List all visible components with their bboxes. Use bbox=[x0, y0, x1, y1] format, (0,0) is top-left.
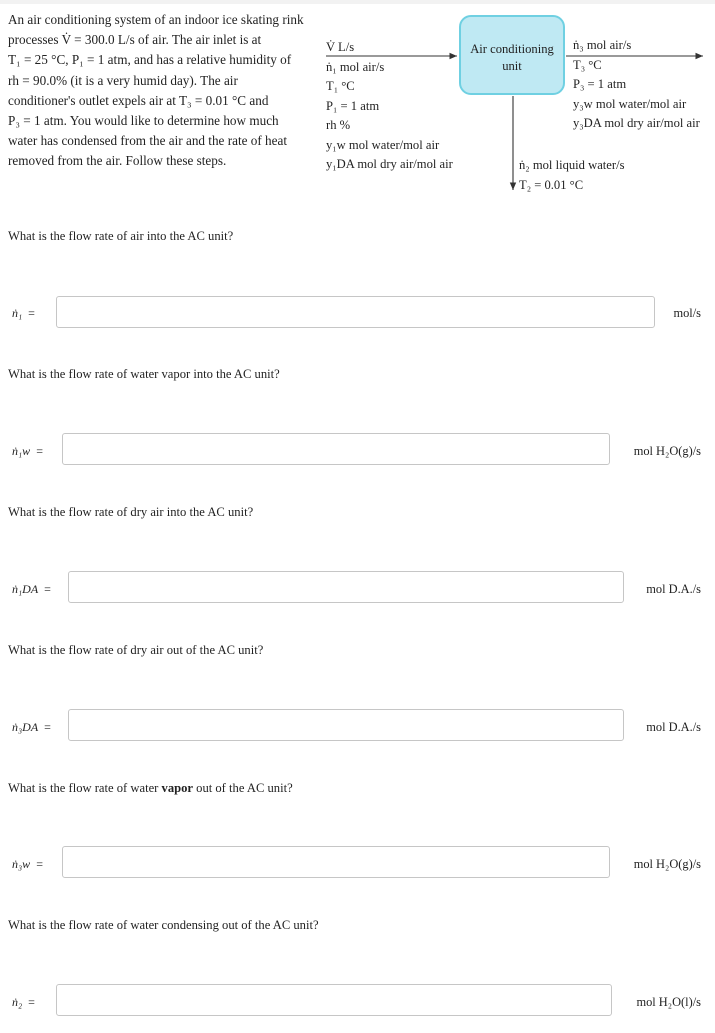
problem-line: conditioner's outlet expels air at T₃ = 0.01 °C and bbox=[8, 92, 269, 108]
question-dry-air-out: What is the flow rate of dry air out of the AC unit? bbox=[8, 643, 264, 657]
outlet-label: y₃w mol water/mol air bbox=[573, 96, 687, 111]
problem-line: T₁ = 25 °C, P₁ = 1 atm, and has a relative humidity of bbox=[8, 52, 292, 68]
unit-label: mol H₂O(g)/s bbox=[633, 444, 701, 458]
answer-input-n3w[interactable] bbox=[62, 846, 610, 878]
inlet-label: y₁w mol water/mol air bbox=[326, 137, 440, 152]
ac-unit-box bbox=[459, 15, 565, 95]
equals-sign: = bbox=[44, 582, 51, 596]
unit-label: mol H₂O(g)/s bbox=[633, 857, 701, 871]
question-condensing-water: What is the flow rate of water condensing out of the AC unit? bbox=[8, 918, 319, 932]
condensate-label: ṅ₂ mol liquid water/s bbox=[519, 158, 625, 172]
outlet-stream-labels bbox=[573, 36, 700, 134]
variable-label bbox=[12, 306, 35, 321]
variable-label bbox=[12, 720, 51, 735]
question-text: What is the flow rate of water bbox=[8, 781, 162, 795]
question-bold-word: vapor bbox=[161, 781, 193, 795]
outlet-label: y₃DA mol dry air/mol air bbox=[573, 116, 700, 130]
problem-line: P₃ = 1 atm. You would like to determine how much bbox=[8, 113, 279, 129]
inlet-label: P₁ = 1 atm bbox=[326, 98, 380, 113]
variable-symbol: ṅ₂ bbox=[12, 995, 23, 1009]
inlet-label: ṅ₁ mol air/s bbox=[326, 59, 385, 74]
variable-symbol: ṅ₃DA bbox=[12, 720, 39, 734]
variable-label bbox=[12, 857, 43, 872]
question-air-in: What is the flow rate of air into the AC unit? bbox=[8, 229, 234, 243]
equals-sign: = bbox=[28, 995, 35, 1009]
outlet-label: T₃ °C bbox=[573, 57, 602, 72]
unit-label: mol/s bbox=[673, 306, 701, 320]
answer-input-n1[interactable] bbox=[56, 296, 655, 328]
inlet-label: T₁ °C bbox=[326, 79, 355, 93]
variable-symbol: ṅ₁ bbox=[12, 306, 23, 320]
unit-label: mol H₂O(l)/s bbox=[636, 995, 701, 1009]
question-water-vapor-out bbox=[8, 781, 293, 796]
equals-sign: = bbox=[44, 720, 51, 734]
variable-label bbox=[12, 995, 35, 1010]
condensate-label: T₂ = 0.01 °C bbox=[519, 177, 584, 192]
inlet-label: y₁DA mol dry air/mol air bbox=[326, 157, 453, 171]
condensate-stream-labels bbox=[519, 156, 624, 195]
question-text: out of the AC unit? bbox=[193, 781, 293, 795]
variable-symbol: ṅ₁DA bbox=[12, 582, 39, 596]
outlet-label: ṅ₃ mol air/s bbox=[573, 38, 632, 52]
problem-line: rh = 90.0% (it is a very humid day). The air bbox=[8, 72, 238, 88]
outlet-label: P₃ = 1 atm bbox=[573, 77, 627, 91]
equals-sign: = bbox=[36, 444, 43, 458]
inlet-stream-labels bbox=[326, 38, 453, 175]
answer-input-n1w[interactable] bbox=[62, 433, 610, 465]
answer-input-n3da[interactable] bbox=[68, 709, 624, 741]
answer-input-n1da[interactable] bbox=[68, 571, 624, 603]
ac-unit-label: Air conditioning bbox=[470, 42, 554, 56]
variable-label bbox=[12, 582, 51, 597]
answer-input-n2[interactable] bbox=[56, 984, 612, 1016]
unit-label: mol D.A./s bbox=[646, 720, 701, 734]
variable-label bbox=[12, 444, 43, 459]
equals-sign: = bbox=[36, 857, 43, 871]
inlet-label: rh % bbox=[326, 118, 351, 132]
ac-unit-label-2: unit bbox=[502, 59, 522, 73]
inlet-label: V̇ L/s bbox=[326, 40, 355, 54]
question-water-vapor-in: What is the flow rate of water vapor into the AC unit? bbox=[8, 367, 280, 381]
unit-label: mol D.A./s bbox=[646, 582, 701, 596]
variable-symbol: ṅ₃w bbox=[12, 857, 31, 871]
problem-line: removed from the air. Follow these steps. bbox=[8, 153, 227, 169]
problem-line: water has condensed from the air and the rate of heat bbox=[8, 133, 288, 149]
problem-line: An air conditioning system of an indoor ice skating rink bbox=[8, 12, 304, 27]
problem-line: processes V̇ = 300.0 L/s of air. The air inlet is at bbox=[8, 32, 262, 48]
equals-sign: = bbox=[28, 306, 35, 320]
variable-symbol: ṅ₁w bbox=[12, 444, 31, 458]
question-dry-air-in: What is the flow rate of dry air into the AC unit? bbox=[8, 505, 254, 519]
